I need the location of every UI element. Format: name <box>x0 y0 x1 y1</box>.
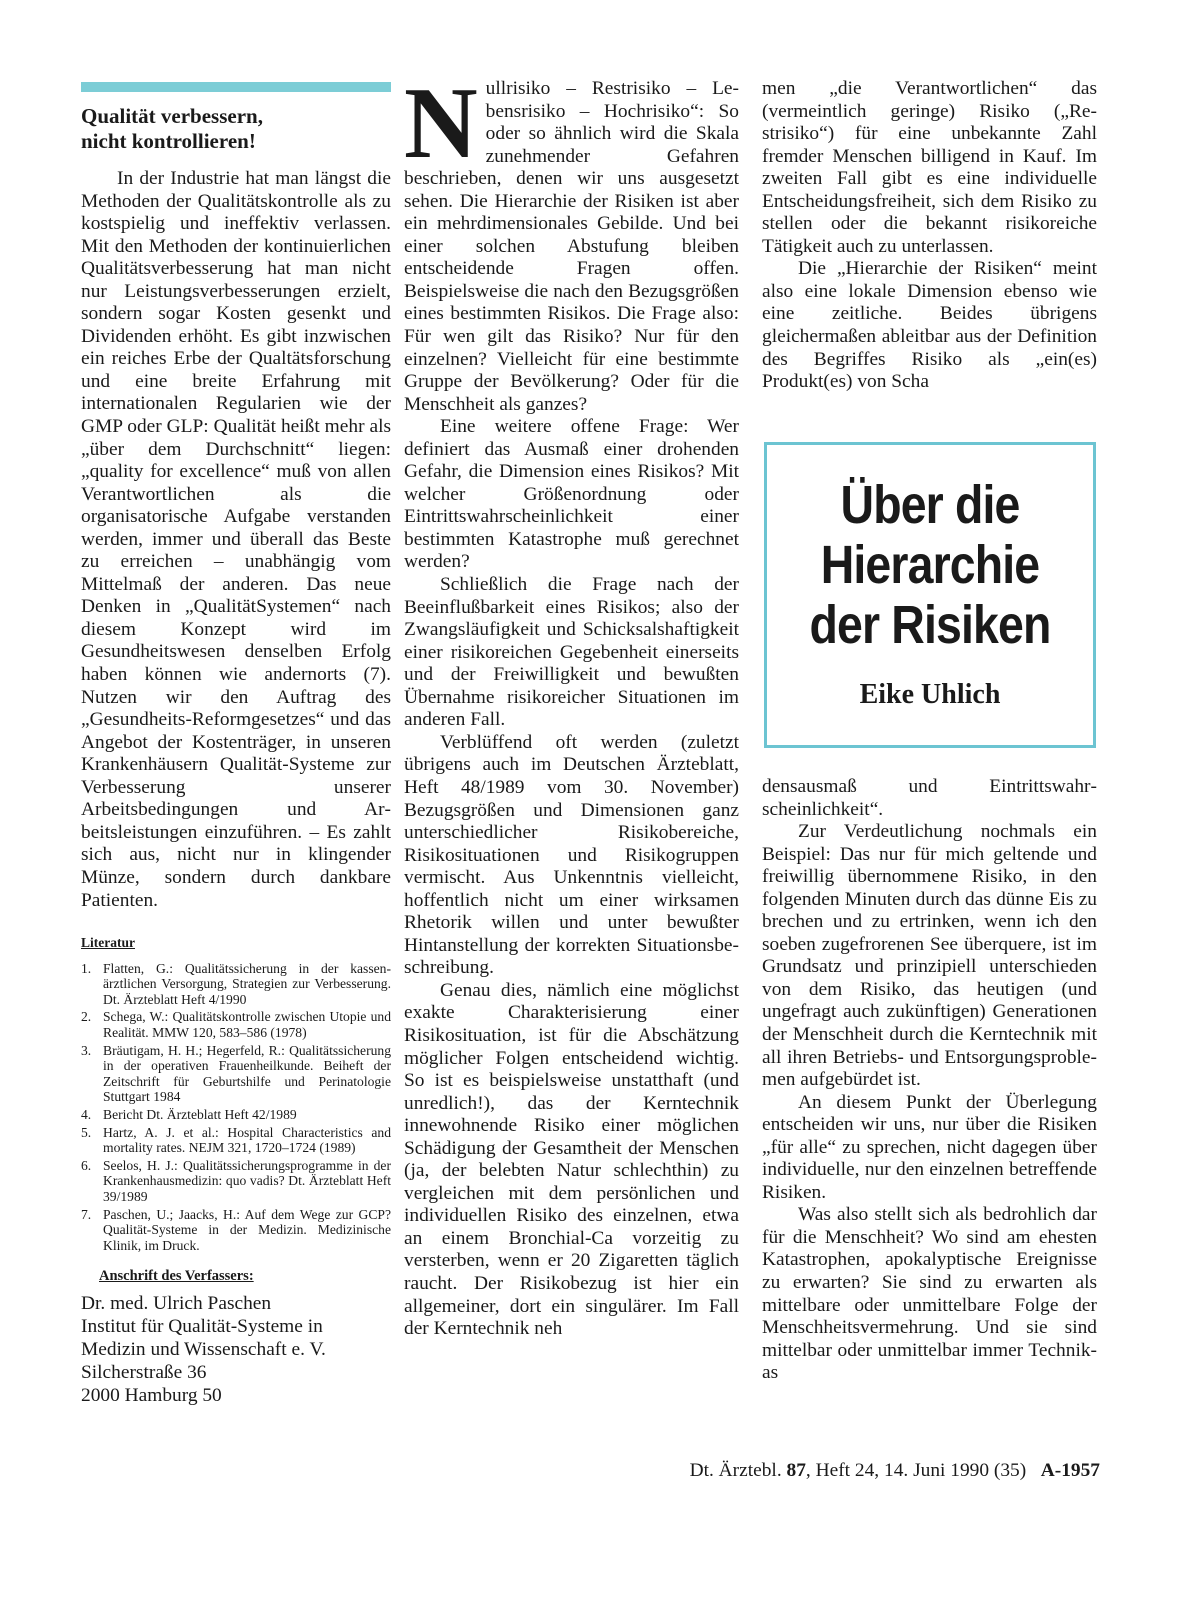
reference-text: Hartz, A. J. et al.: Hospital Characteristics and mortality rates. NEJM 321, 1720–1724 (1989) <box>103 1124 391 1156</box>
reference-text: Bericht Dt. Ärzteblatt Heft 42/1989 <box>103 1106 297 1122</box>
address-line: Medizin und Wissenschaft e. V. <box>81 1338 326 1360</box>
article-paragraph: Eine weitere offene Frage: Wer definiert das Ausmaß einer drohenden Gefahr, die Dimension eines Risikos? Mit welcher Größenordnung oder Eintrittswahrscheinlichkeit einer bestimmten Katastrophe muß gerechnet werden? <box>404 416 739 573</box>
sidebar-heading <box>81 104 391 154</box>
article-paragraph: Schließlich die Frage nach der Beeinflußbarkeit eines Risikos; also der Zwangsläufigkeit und Schicksalshaftigkeit einer risikoreichen Gegebenheit einerseits und der Freiwilligkeit und bewußten Übernahme risikoreicher Situationen im anderen Fall. <box>404 574 739 731</box>
reference-item <box>81 961 391 1008</box>
address-line: 2000 Hamburg 50 <box>81 1384 222 1406</box>
reference-text: Seelos, H. J.: Qualitätssicherungsprogramme in der Krankenhausmedizin: quo vadis? Dt. Ärzteblatt Heft 39/1989 <box>103 1157 391 1204</box>
article-column-1 <box>404 67 739 1341</box>
article-paragraph: Zur Verdeutlichung nochmals ein Beispiel: Das nur für mich geltende und freiwillig übernommene Risiko, in den folgenden Minuten durch das dünne Eis zu brechen und zu ertrinken, wenn ich den soeben zugefrorenen See überquere, ist im Grundsatz und prinzipiell unterschieden von dem Risiko, das heutigen (und ungefragt auch zukünftigen) Generationen der Menschheit durch die Kerntechnik mit all ihren Betriebs- und Entsorgungsproblemen aufgebürdet ist. <box>762 821 1097 1091</box>
article-paragraph <box>404 67 739 416</box>
reference-item <box>81 1207 391 1254</box>
reference-item <box>81 1125 391 1156</box>
reference-number: 3. <box>81 1042 92 1058</box>
reference-item <box>81 1009 391 1040</box>
footer-journal: Dt. Ärztebl. <box>689 1460 782 1481</box>
article-paragraph: men „die Verantwortlichen“ das (vermeintlich geringe) Risiko („Restrisiko“) für eine unbekannte Zahl fremder Menschen billigend in Kauf. Im zweiten Fall gibt es eine individuelle Entscheidungsfreiheit, sich dem Risiko zu stellen oder die bekannt risikoreiche Tätigkeit auch zu unterlassen. <box>762 78 1097 257</box>
reference-text: Bräutigam, H. H.; Hegerfeld, R.: Qualitätssicherung in der operativen Frauenheilkunde. Beiheft der Zeitschrift für Geburtshilfe und Perinatologie Stuttgart 1984 <box>103 1042 391 1105</box>
literature-heading: Literatur <box>81 935 135 951</box>
address-heading: Anschrift des Verfassers: <box>99 1268 254 1285</box>
article-paragraph: Die „Hierarchie der Risiken“ meint also eine lokale Dimension ebenso wie eine zeitliche. Beides übrigens gleichermaßen ableitbar aus der Definition des Begriffes Risiko als „ein(es) Produkt(es) von Scha <box>762 258 1097 393</box>
sidebar-accent-bar <box>81 82 391 92</box>
address-line: Institut für Qualität-Systeme in <box>81 1315 323 1337</box>
article-title-box <box>764 442 1096 748</box>
author-address <box>81 1292 391 1407</box>
footer-volume: 87 <box>786 1460 806 1481</box>
reference-item <box>81 1107 391 1123</box>
title-line: Hierarchie <box>820 535 1040 595</box>
article-paragraph: Genau dies, nämlich eine möglichst exakte Charakterisierung einer Risikosituation, ist für die Abschätzung möglicher Folgen entscheidend wichtig. So ist es beispielsweise unstatthaft (und unredlich!), das der Kerntechnik innewohnende Risiko einer möglichen Schädigung der Gesamtheit der Menschen (ja, der belebten Natur schlechthin) zu vergleichen mit dem persönlichen und individuellen Risiko des einzelnen, etwa an einem Bronchial-Ca vorzeitig zu versterben, wenn er 20 Zigaretten täglich raucht. Der Risikobezug ist hier ein allgemeiner, dort ein singulärer. Im Fall der Kerntechnik neh <box>404 979 739 1340</box>
title-line: der Risiken <box>809 595 1051 655</box>
reference-text: Paschen, U.; Jaacks, H.: Auf dem Wege zur GCP? Qualität-Systeme in der Medizin. Medizinische Klinik, im Druck. <box>103 1206 391 1253</box>
reference-text: Flatten, G.: Qualitätssicherung in der kassenärztlichen Versorgung, Strategien zur Verbesserung. Dt. Ärzteblatt Heft 4/1990 <box>103 960 391 1007</box>
reference-number: 2. <box>81 1009 92 1025</box>
reference-number: 4. <box>81 1106 92 1122</box>
drop-cap: N <box>404 67 478 180</box>
title-line: Über die <box>840 475 1020 535</box>
address-line: Silcherstraße 36 <box>81 1361 207 1383</box>
page-footer <box>690 1460 1100 1482</box>
article-title <box>790 475 1070 655</box>
article-column-2 <box>762 78 1097 394</box>
reference-number: 7. <box>81 1206 92 1222</box>
reference-number: 5. <box>81 1124 92 1140</box>
article-paragraph: densausmaß und Eintrittswahrscheinlichkeit“. <box>762 776 1097 820</box>
reference-item <box>81 1158 391 1205</box>
reference-number: 6. <box>81 1157 92 1173</box>
article-paragraph: Was also stellt sich als bedrohlich dar für die Menschheit? Wo sind am ehesten Katastrophen, apokalyptische Ereignisse zu erwarten? Sie sind zu erwarten als mittelbare oder unmittelbare Folge der Menschheitsvermehrung. Und sie sind mittelbar oder unmittelbar immer Technik-as <box>762 1204 1097 1384</box>
sidebar-heading-line-2: nicht kontrollieren! <box>81 129 256 153</box>
address-line: Dr. med. Ulrich Paschen <box>81 1292 272 1314</box>
reference-text: Schega, W.: Qualitätskontrolle zwischen Utopie und Realität. MMW 120, 583–586 (1978) <box>103 1009 391 1040</box>
reference-item <box>81 1043 391 1105</box>
article-column-2-continued <box>762 776 1097 1385</box>
reference-number: 1. <box>81 960 92 976</box>
article-paragraph: An diesem Punkt der Überlegung entscheiden wir uns, nur über die Risiken „für alle“ zu sprechen, nicht dagegen über individuelle, nur den einzelnen betreffende Risiken. <box>762 1091 1097 1203</box>
article-author: Eike Uhlich <box>859 679 1001 710</box>
sidebar-heading-line-1: Qualität verbessern, <box>81 104 263 128</box>
article-paragraph: Verblüffend oft werden (zuletzt übrigens auch im Deutschen Ärzteblatt, Heft 48/1989 vom 30. November) Bezugsgrößen und Dimensionen ganz unterschiedlicher Risikobereiche, Risikosituationen und Risikogruppen vermischt. Aus Unkenntnis vielleicht, hoffentlich nicht um einer wirksamen Rhetorik willen und unter bewußter Hintanstellung der korrekten Situationsbeschreibung. <box>404 731 739 979</box>
article-paragraph-text: ullrisiko – Restrisiko – Lebensrisiko – Hochrisiko“: So oder so ähnlich wird die Skala zunehmender Gefahren beschrieben, denen wir uns ausgesetzt sehen. Die Hierarchie der Risiken ist aber ein mehrdimensionales Gebilde. Und bei einer solchen Abstufung bleiben entscheidende Fragen offen. Beispielsweise die nach den Bezugsgrößen eines bestimmten Risikos. Die Frage also: Für wen gilt das Risiko? Nur für den einzelnen? Vielleicht für eine bestimmte Gruppe der Bevölkerung? Oder für die Menschheit als ganzes? <box>404 78 739 415</box>
sidebar-paragraph: In der Industrie hat man längst die Methoden der Qualitätskontrolle als zu kostspielig und ineffektiv verlassen. Mit den Methoden der kontinuierlichen Qualitätsverbesserung hat man nicht nur Leistungsverbesserungen erzielt, sondern sogar Kosten gesenkt und Dividenden erhöht. Es gibt inzwischen ein reiches Erbe der Qualtätsforschung und eine breite Erfahrung mit internationalen Regularien wie der GMP oder GLP: Qualität heißt mehr als „über dem Durchschnitt“ liegen: „quality for excellence“ muß von allen Verantwortlichen als die organisatorische Aufgabe verstanden werden, immer und überall das Beste zu erreichen – unabhängig vom Mittelmaß der anderen. Das neue Denken in „QualitätSystemen“ nach diesem Konzept wird im Gesundheitswesen denselben Erfolg haben können wie andernorts (7). Nutzen wir den Auftrag des „Gesundheits-Reformgesetzes“ und das Angebot der Kostenträger, in unseren Krankenhäusern Qualität-Systeme zur Verbesserung unserer Arbeitsbedingungen und Arbeitsleistungen einzuführen. – Es zahlt sich aus, nicht nur in klingender Münze, sondern durch dankbare Patienten. <box>81 168 391 911</box>
reference-list <box>81 961 391 1254</box>
footer-page-number: A-1957 <box>1040 1460 1100 1481</box>
sidebar-column <box>81 78 391 1407</box>
footer-issue: , Heft 24, 14. Juni 1990 (35) <box>805 1460 1027 1481</box>
